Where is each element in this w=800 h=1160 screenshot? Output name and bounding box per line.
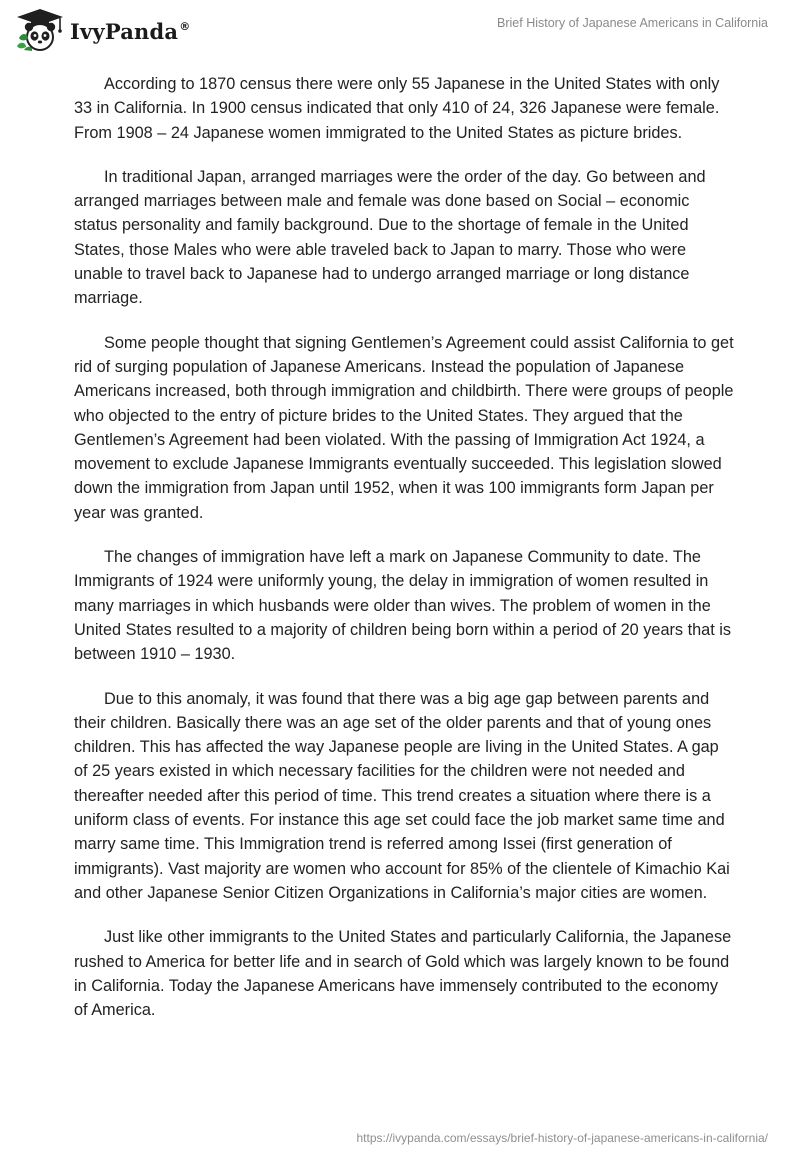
paragraph-5: Due to this anomaly, it was found that there was a big age gap between parents and their children. Basically there was an age set of the older parents and that of young ones children. This has affected the way Japanese people are living in the United States. A gap of 25 years existed in which necessary facilities for the children were not needed and thereafter needed after this period of time. This trend creates a situation where there is a uniform class of events. For instance this age set could face the job market same time and marry same time. This Immigration trend is referred among Issei (first generation of immigrants). Vast majority are women who account for 85% of the clientele of Kimachio Kai and other Japanese Senior Citizen Organizations in California’s major cities are women. <box>74 689 730 902</box>
logo-text: IvyPanda <box>70 18 179 44</box>
paragraph-4: The changes of immigration have left a mark on Japanese Community to date. The Immigrants of 1924 were uniformly young, the delay in immigration of women resulted in many marriages in which husbands were older than wives. The problem of women in the United States resulted to a majority of children being born within a period of 20 years that is between 1910 – 1930. <box>74 548 732 664</box>
essay-body <box>74 72 734 1042</box>
source-url-link[interactable]: https://ivypanda.com/essays/brief-history-of-japanese-americans-in-california/ <box>356 1131 768 1145</box>
paragraph-2: In traditional Japan, arranged marriages were the order of the day. Go between and arranged marriages between male and female was done based on Social – economic status personality and family background. Due to the shortage of female in the United States, those Males who were able traveled back to Japan to marry. Those who were unable to travel back to Japanese had to undergo arranged marriage or long distance marriage. <box>74 167 706 308</box>
ivypanda-logo-link[interactable] <box>14 8 190 52</box>
paragraph-6: Just like other immigrants to the United States and particularly California, the Japanese rushed to America for better life and in search of Gold which was largely known to be found in California. Today the Japanese Americans have immensely contributed to the economy of America. <box>74 928 732 1020</box>
logo-wordmark <box>70 18 191 44</box>
paragraph-3: Some people thought that signing Gentlemen’s Agreement could assist California to get rid of surging population of Japanese Americans. Instead the population of Japanese Americans increased, both through immigration and childbirth. There were groups of people who objected to the entry of picture brides to the United States. They argued that the Gentlemen’s Agreement had been violated. With the passing of Immigration Act 1924, a movement to exclude Japanese Immigrants eventually succeeded. This legislation slowed down the immigration from Japan until 1952, when it was 100 immigrants form Japan per year was granted. <box>74 333 734 522</box>
paragraph-1: According to 1870 census there were only 55 Japanese in the United States with only 33 in California. In 1900 census indicated that only 410 of 24, 326 Japanese were female. From 1908 – 24 Japanese women immigrated to the United States as picture brides. <box>74 75 720 142</box>
registered-mark: ® <box>179 19 191 33</box>
document-title: Brief History of Japanese Americans in California <box>497 16 768 30</box>
page-header <box>0 0 800 60</box>
panda-graduation-cap-icon <box>14 8 66 52</box>
